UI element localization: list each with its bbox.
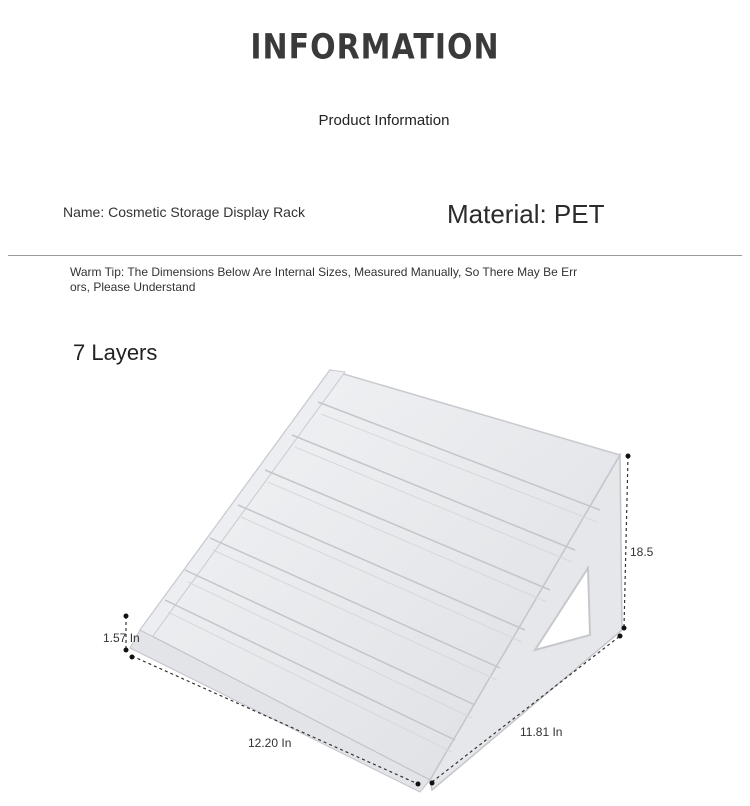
section-title: INFORMATION bbox=[250, 27, 500, 68]
warm-tip: Warm Tip: The Dimensions Below Are Internal Sizes, Measured Manually, So There May Be Errors, Please Understand bbox=[70, 265, 578, 294]
product-name: Name: Cosmetic Storage Display Rack bbox=[63, 204, 305, 220]
dimension-height: 1.57 In bbox=[103, 631, 140, 645]
dimension-length: 12.20 In bbox=[248, 736, 292, 750]
section-subtitle: Product Information bbox=[318, 112, 450, 129]
dimension-width: 11.81 In bbox=[520, 725, 563, 739]
product-material: Material: PET bbox=[447, 199, 605, 229]
layers-label: 7 Layers bbox=[73, 340, 158, 365]
dimension-total-height: 18.5 bbox=[630, 545, 654, 559]
